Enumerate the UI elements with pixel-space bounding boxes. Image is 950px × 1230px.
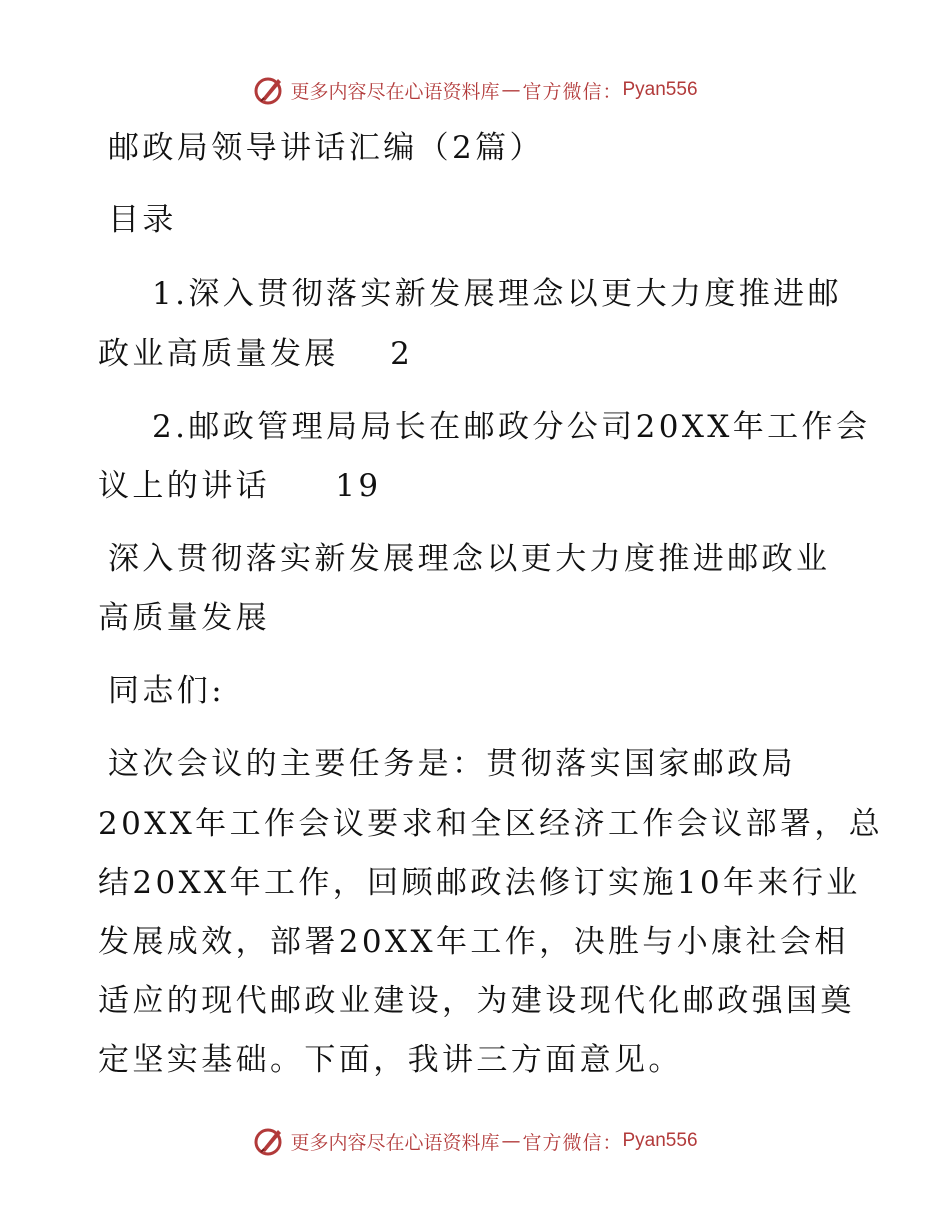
document-title: 邮政局领导讲话汇编（2篇） <box>108 130 544 166</box>
watermark-dash: — <box>501 79 521 101</box>
toc-item-2-title: 议上的讲话 <box>98 468 270 504</box>
quill-logo-icon <box>252 1124 286 1158</box>
body-line-1: 这次会议的主要任务是：贯彻落实国家邮政局 <box>108 746 796 782</box>
body-line-4: 发展成效，部署20XX年工作，决胜与小康社会相 <box>98 924 849 960</box>
toc-item-2-page: 19 <box>335 468 382 504</box>
watermark-label: 官方微信： <box>522 80 623 103</box>
watermark-footer <box>0 1121 950 1161</box>
salutation: 同志们: <box>108 673 226 709</box>
toc-item-1-line2[interactable] <box>98 334 413 374</box>
toc-item-2-line2[interactable] <box>98 466 382 506</box>
toc-item-1-page: 2 <box>390 336 414 372</box>
body-line-3: 结20XX年工作，回顾邮政法修订实施10年来行业 <box>98 865 861 901</box>
body-line-5: 适应的现代邮政业建设，为建设现代化邮政强国奠 <box>98 983 855 1019</box>
watermark-account: Pyan556 <box>622 79 698 100</box>
watermark-account: Pyan556 <box>622 1130 698 1151</box>
body-line-6: 定坚实基础。下面，我讲三方面意见。 <box>98 1042 683 1078</box>
body-line-2: 20XX年工作会议要求和全区经济工作会议部署，总 <box>98 806 884 842</box>
watermark-text: 更多内容尽在心语资料库 <box>290 1131 500 1154</box>
section-title-line2: 高质量发展 <box>98 600 270 636</box>
toc-item-1-line1[interactable]: 1.深入贯彻落实新发展理念以更大力度推进邮 <box>152 276 842 312</box>
section-title-line1: 深入贯彻落实新发展理念以更大力度推进邮政业 <box>108 541 831 577</box>
toc-heading: 目录 <box>108 202 177 238</box>
toc-item-2-line1[interactable]: 2.邮政管理局局长在邮政分公司20XX年工作会 <box>152 409 871 445</box>
watermark-text: 更多内容尽在心语资料库 <box>290 80 500 103</box>
toc-item-1-title: 政业高质量发展 <box>98 336 339 372</box>
watermark-dash: — <box>501 1130 521 1152</box>
watermark-label: 官方微信： <box>522 1131 623 1154</box>
